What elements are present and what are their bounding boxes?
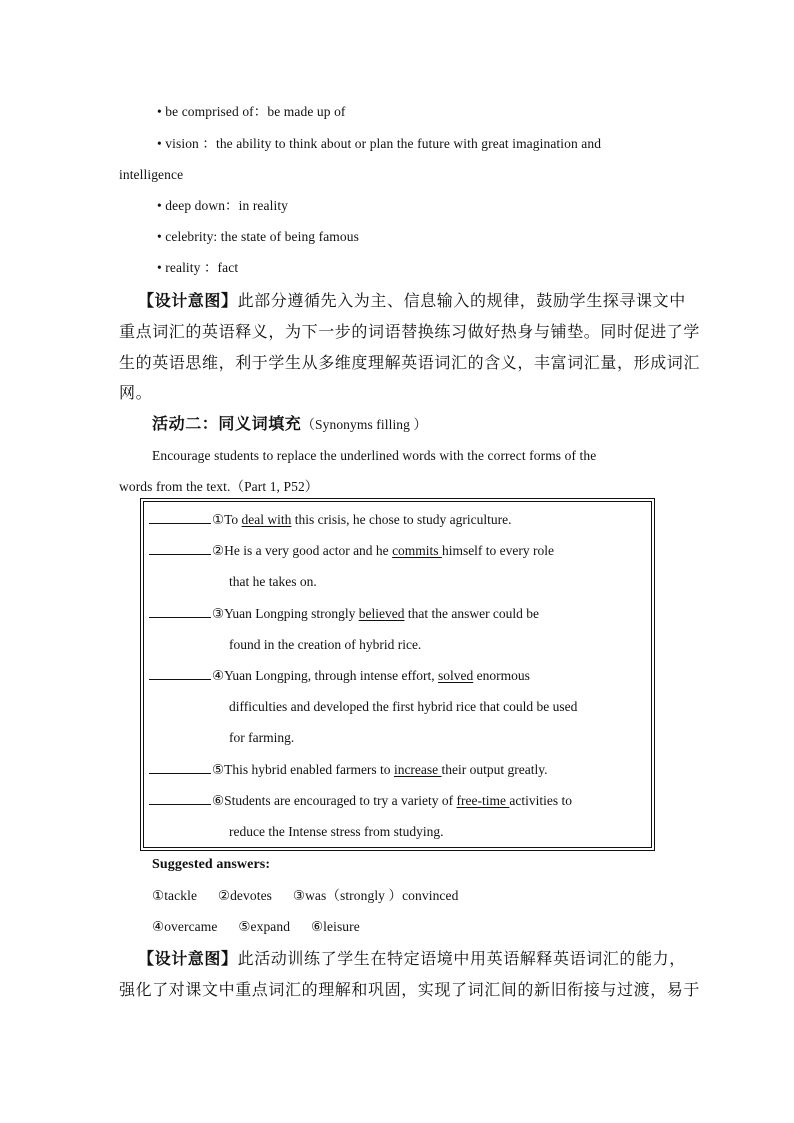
answer-blank[interactable]: [149, 791, 211, 805]
answers-row: ①tackle ②devotes ③was（strongly ）convinced: [152, 888, 459, 903]
design-intent-tag: 【设计意图】: [138, 951, 238, 968]
activity-subtitle: （Synonyms filling ）: [301, 417, 428, 432]
exercise-text: Yuan Longping, through intense effort,: [224, 668, 438, 683]
exercise-text: This hybrid enabled farmers to: [224, 762, 394, 777]
vocab-item: • be comprised of：be made up of: [157, 104, 346, 119]
exercise-text: this crisis, he chose to study agriculture.: [291, 512, 512, 527]
exercise-continuation: difficulties and developed the first hybrid rice that could be used: [229, 699, 578, 714]
exercise-text: himself to every role: [441, 543, 555, 558]
exercise-text: their output greatly.: [441, 762, 548, 777]
underlined-word: solved: [437, 668, 474, 683]
underlined-word: believed: [358, 606, 405, 621]
design-intent-text: 此部分遵循先入为主、信息输入的规律，鼓励学生探寻课文中: [237, 293, 686, 310]
exercise-number: ①: [212, 512, 225, 527]
underlined-word: commits: [392, 543, 442, 558]
answer-blank[interactable]: [149, 666, 211, 680]
design-intent-text: 网。: [119, 385, 153, 402]
vocab-item: • celebrity: the state of being famous: [157, 229, 359, 244]
design-intent-paragraph: [138, 292, 686, 312]
exercise-text: activities to: [509, 793, 572, 808]
activity-instruction: words from the text.（Part 1, P52）: [119, 479, 319, 494]
exercise-text: Yuan Longping strongly: [224, 606, 359, 621]
design-intent-text: 强化了对课文中重点词汇的理解和巩固，实现了词汇间的新旧衔接与过渡，易于: [119, 982, 701, 999]
exercise-item: [149, 541, 554, 561]
exercise-text: Students are encouraged to try a variety of: [224, 793, 457, 808]
exercise-continuation: for farming.: [229, 730, 295, 745]
exercise-continuation: that he takes on.: [229, 574, 317, 589]
exercise-text: To: [224, 512, 242, 527]
activity-instruction: Encourage students to replace the underlined words with the correct forms of the: [152, 448, 597, 463]
answer-blank[interactable]: [149, 760, 211, 774]
design-intent-text: 生的英语思维，利于学生从多维度理解英语词汇的含义，丰富词汇量，形成词汇: [119, 355, 701, 372]
design-intent-text: 重点词汇的英语释义，为下一步的词语替换练习做好热身与铺垫。同时促进了学: [119, 324, 701, 341]
underlined-word: free-time: [456, 793, 510, 808]
exercise-number: ④: [212, 668, 225, 683]
answer-blank[interactable]: [149, 541, 211, 555]
answer-blank[interactable]: [149, 604, 211, 618]
activity-title: 活动二：同义词填充: [152, 416, 302, 433]
vocab-item: • vision ：the ability to think about or plan the future with great imagination and: [157, 136, 602, 151]
underlined-word: increase: [393, 762, 442, 777]
vocab-item-continuation: intelligence: [119, 167, 184, 182]
exercise-item: [149, 760, 548, 780]
answers-row: ④overcame ⑤expand ⑥leisure: [152, 919, 360, 934]
vocab-item: • deep down：in reality: [157, 198, 289, 213]
vocab-item: • reality ：fact: [157, 260, 239, 275]
exercise-text: He is a very good actor and he: [224, 543, 393, 558]
exercise-number: ⑤: [212, 762, 225, 777]
exercise-item: [149, 791, 572, 811]
exercise-continuation: found in the creation of hybrid rice.: [229, 637, 422, 652]
activity-heading: [152, 415, 427, 435]
design-intent-text: 此活动训练了学生在特定语境中用英语解释英语词汇的能力，: [237, 951, 686, 968]
exercise-text: enormous: [473, 668, 530, 683]
exercise-number: ②: [212, 543, 225, 558]
exercise-continuation: reduce the Intense stress from studying.: [229, 824, 444, 839]
exercise-item: [149, 666, 530, 686]
design-intent-paragraph: [138, 950, 686, 970]
exercise-item: [149, 510, 512, 530]
exercise-item: [149, 604, 539, 624]
answers-heading: Suggested answers:: [152, 857, 271, 872]
exercise-number: ③: [212, 606, 225, 621]
design-intent-tag: 【设计意图】: [138, 293, 238, 310]
underlined-word: deal with: [241, 512, 292, 527]
exercise-number: ⑥: [212, 793, 225, 808]
answer-blank[interactable]: [149, 510, 211, 524]
exercise-text: that the answer could be: [404, 606, 540, 621]
